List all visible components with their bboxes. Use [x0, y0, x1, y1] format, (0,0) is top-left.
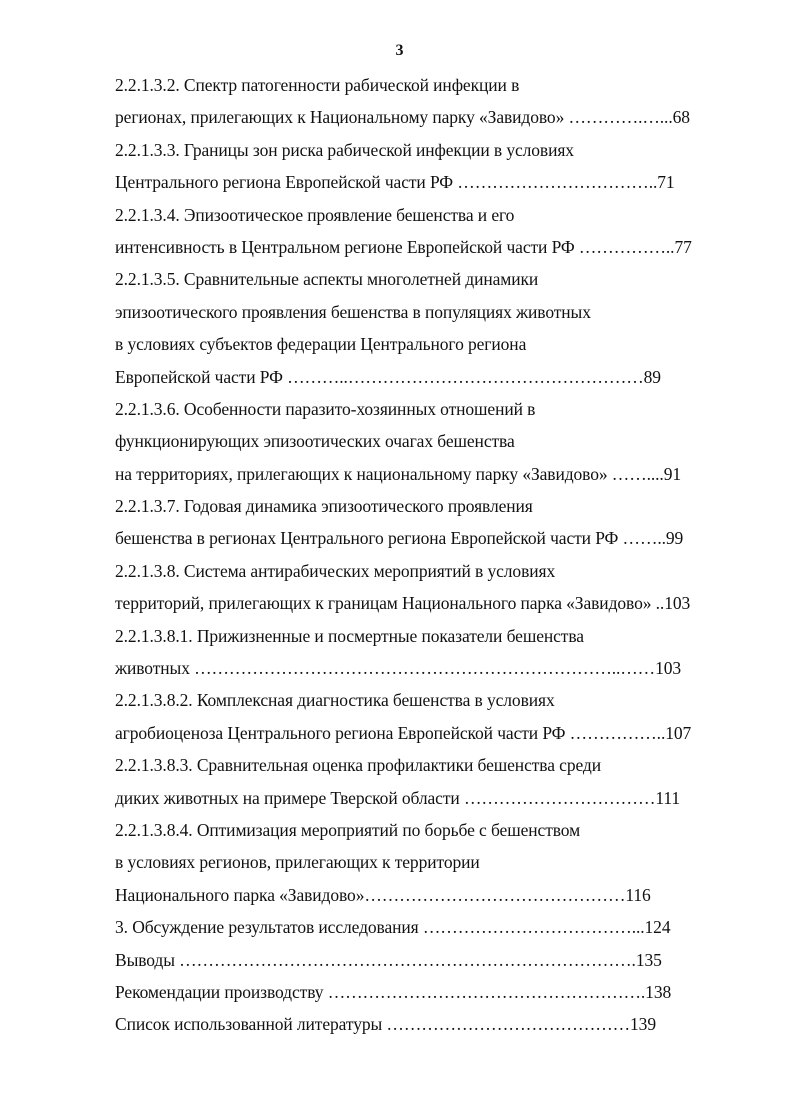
toc-line-text: эпизоотического проявления бешенства в популяциях животных: [115, 301, 591, 322]
toc-line: [115, 393, 745, 425]
toc-line-text: 2.2.1.3.2. Спектр патогенности рабической инфекции в: [115, 75, 520, 95]
toc-line: [115, 587, 745, 619]
toc-line-text: 2.2.1.3.4. Эпизоотическое проявление бешенства и его: [115, 204, 515, 225]
toc-line: [115, 555, 745, 587]
toc-line: [115, 976, 745, 1008]
toc-line-text: 2.2.1.3.8. Система антирабических мероприятий в условиях: [115, 560, 556, 581]
toc-line: [115, 328, 745, 360]
toc-line-text: 2.2.1.3.7. Годовая динамика эпизоотического проявления: [115, 496, 533, 517]
toc-line: [115, 749, 745, 781]
toc-line: [115, 134, 745, 166]
toc-line-text: 3. Обсуждение результатов исследования ………………………………...124: [115, 917, 671, 938]
toc-line-text: 2.2.1.3.8.1. Прижизненные и посмертные показатели бешенства: [115, 625, 584, 646]
toc-line-text: 2.2.1.3.8.4. Оптимизация мероприятий по борьбе с бешенством: [115, 819, 581, 840]
toc-line-text: 2.2.1.3.6. Особенности паразито-хозяинных отношений в: [115, 398, 536, 419]
toc-line-text: Центрального региона Европейской части РФ ……………………………..71: [115, 172, 675, 193]
toc-line-text: Выводы …………………………………………………………………….135: [115, 949, 662, 970]
toc-line: [115, 166, 745, 198]
toc-line-text: бешенства в регионах Центрального региона Европейской части РФ ……..99: [115, 528, 684, 549]
toc-line-text: диких животных на примере Тверской области ……………………………111: [115, 787, 680, 808]
toc-line: [115, 425, 745, 457]
toc-line-text: Рекомендации производству ……………………………………………….138: [115, 981, 672, 1002]
toc-line-text: функционирующих эпизоотических очагах бешенства: [115, 431, 515, 452]
toc-line: [115, 458, 745, 490]
toc-line: [115, 199, 745, 231]
toc-line: [115, 620, 745, 652]
toc-line-text: 2.2.1.3.5. Сравнительные аспекты многолетней динамики: [115, 269, 539, 290]
toc-line-text: 2.2.1.3.8.3. Сравнительная оценка профилактики бешенства среди: [115, 755, 601, 776]
toc-line-text: на территориях, прилегающих к национальному парку «Завидово» ……....91: [115, 463, 682, 484]
page-number: 3: [395, 42, 404, 59]
toc-line: [115, 69, 745, 101]
toc-line: [115, 522, 745, 554]
toc-line: [115, 684, 745, 716]
toc-line: [115, 231, 745, 263]
toc-line-text: территорий, прилегающих к границам Национального парка «Завидово» ..103: [115, 593, 691, 614]
toc-line-text: 2.2.1.3.3. Границы зон риска рабической инфекции в условиях: [115, 139, 574, 160]
toc-line: [115, 911, 745, 943]
toc-line-text: интенсивность в Центральном регионе Европейской части РФ ……………..77: [115, 236, 692, 257]
toc-line: [115, 361, 745, 393]
toc-line-text: в условиях регионов, прилегающих к территории: [115, 852, 480, 873]
toc-line: [115, 490, 745, 522]
toc-line: [115, 782, 745, 814]
toc-line: [115, 1008, 745, 1040]
toc-line: [115, 652, 745, 684]
toc-line: [115, 296, 745, 328]
toc-line: [115, 717, 745, 749]
toc-line-text: в условиях субъектов федерации Центрального региона: [115, 334, 527, 355]
toc-line: [115, 101, 745, 133]
toc-line-text: Европейской части РФ ………..……………………………………………89: [115, 366, 661, 387]
table-of-contents: [115, 69, 745, 1041]
toc-line-text: 2.2.1.3.8.2. Комплексная диагностика бешенства в условиях: [115, 690, 555, 711]
toc-line: [115, 846, 745, 878]
toc-line-text: регионах, прилегающих к Национальному парку «Завидово» ………….…...68: [115, 107, 690, 128]
toc-line: [115, 879, 745, 911]
toc-line-text: Национального парка «Завидово»………………………………………116: [115, 884, 651, 905]
toc-line-text: животных ………………………………………………………………..……103: [115, 658, 682, 679]
toc-line-text: Список использованной литературы ……………………………………139: [115, 1014, 656, 1035]
toc-line: [115, 263, 745, 295]
toc-line-text: агробиоценоза Центрального региона Европейской части РФ ……………..107: [115, 722, 692, 743]
toc-line: [115, 814, 745, 846]
toc-line: [115, 944, 745, 976]
